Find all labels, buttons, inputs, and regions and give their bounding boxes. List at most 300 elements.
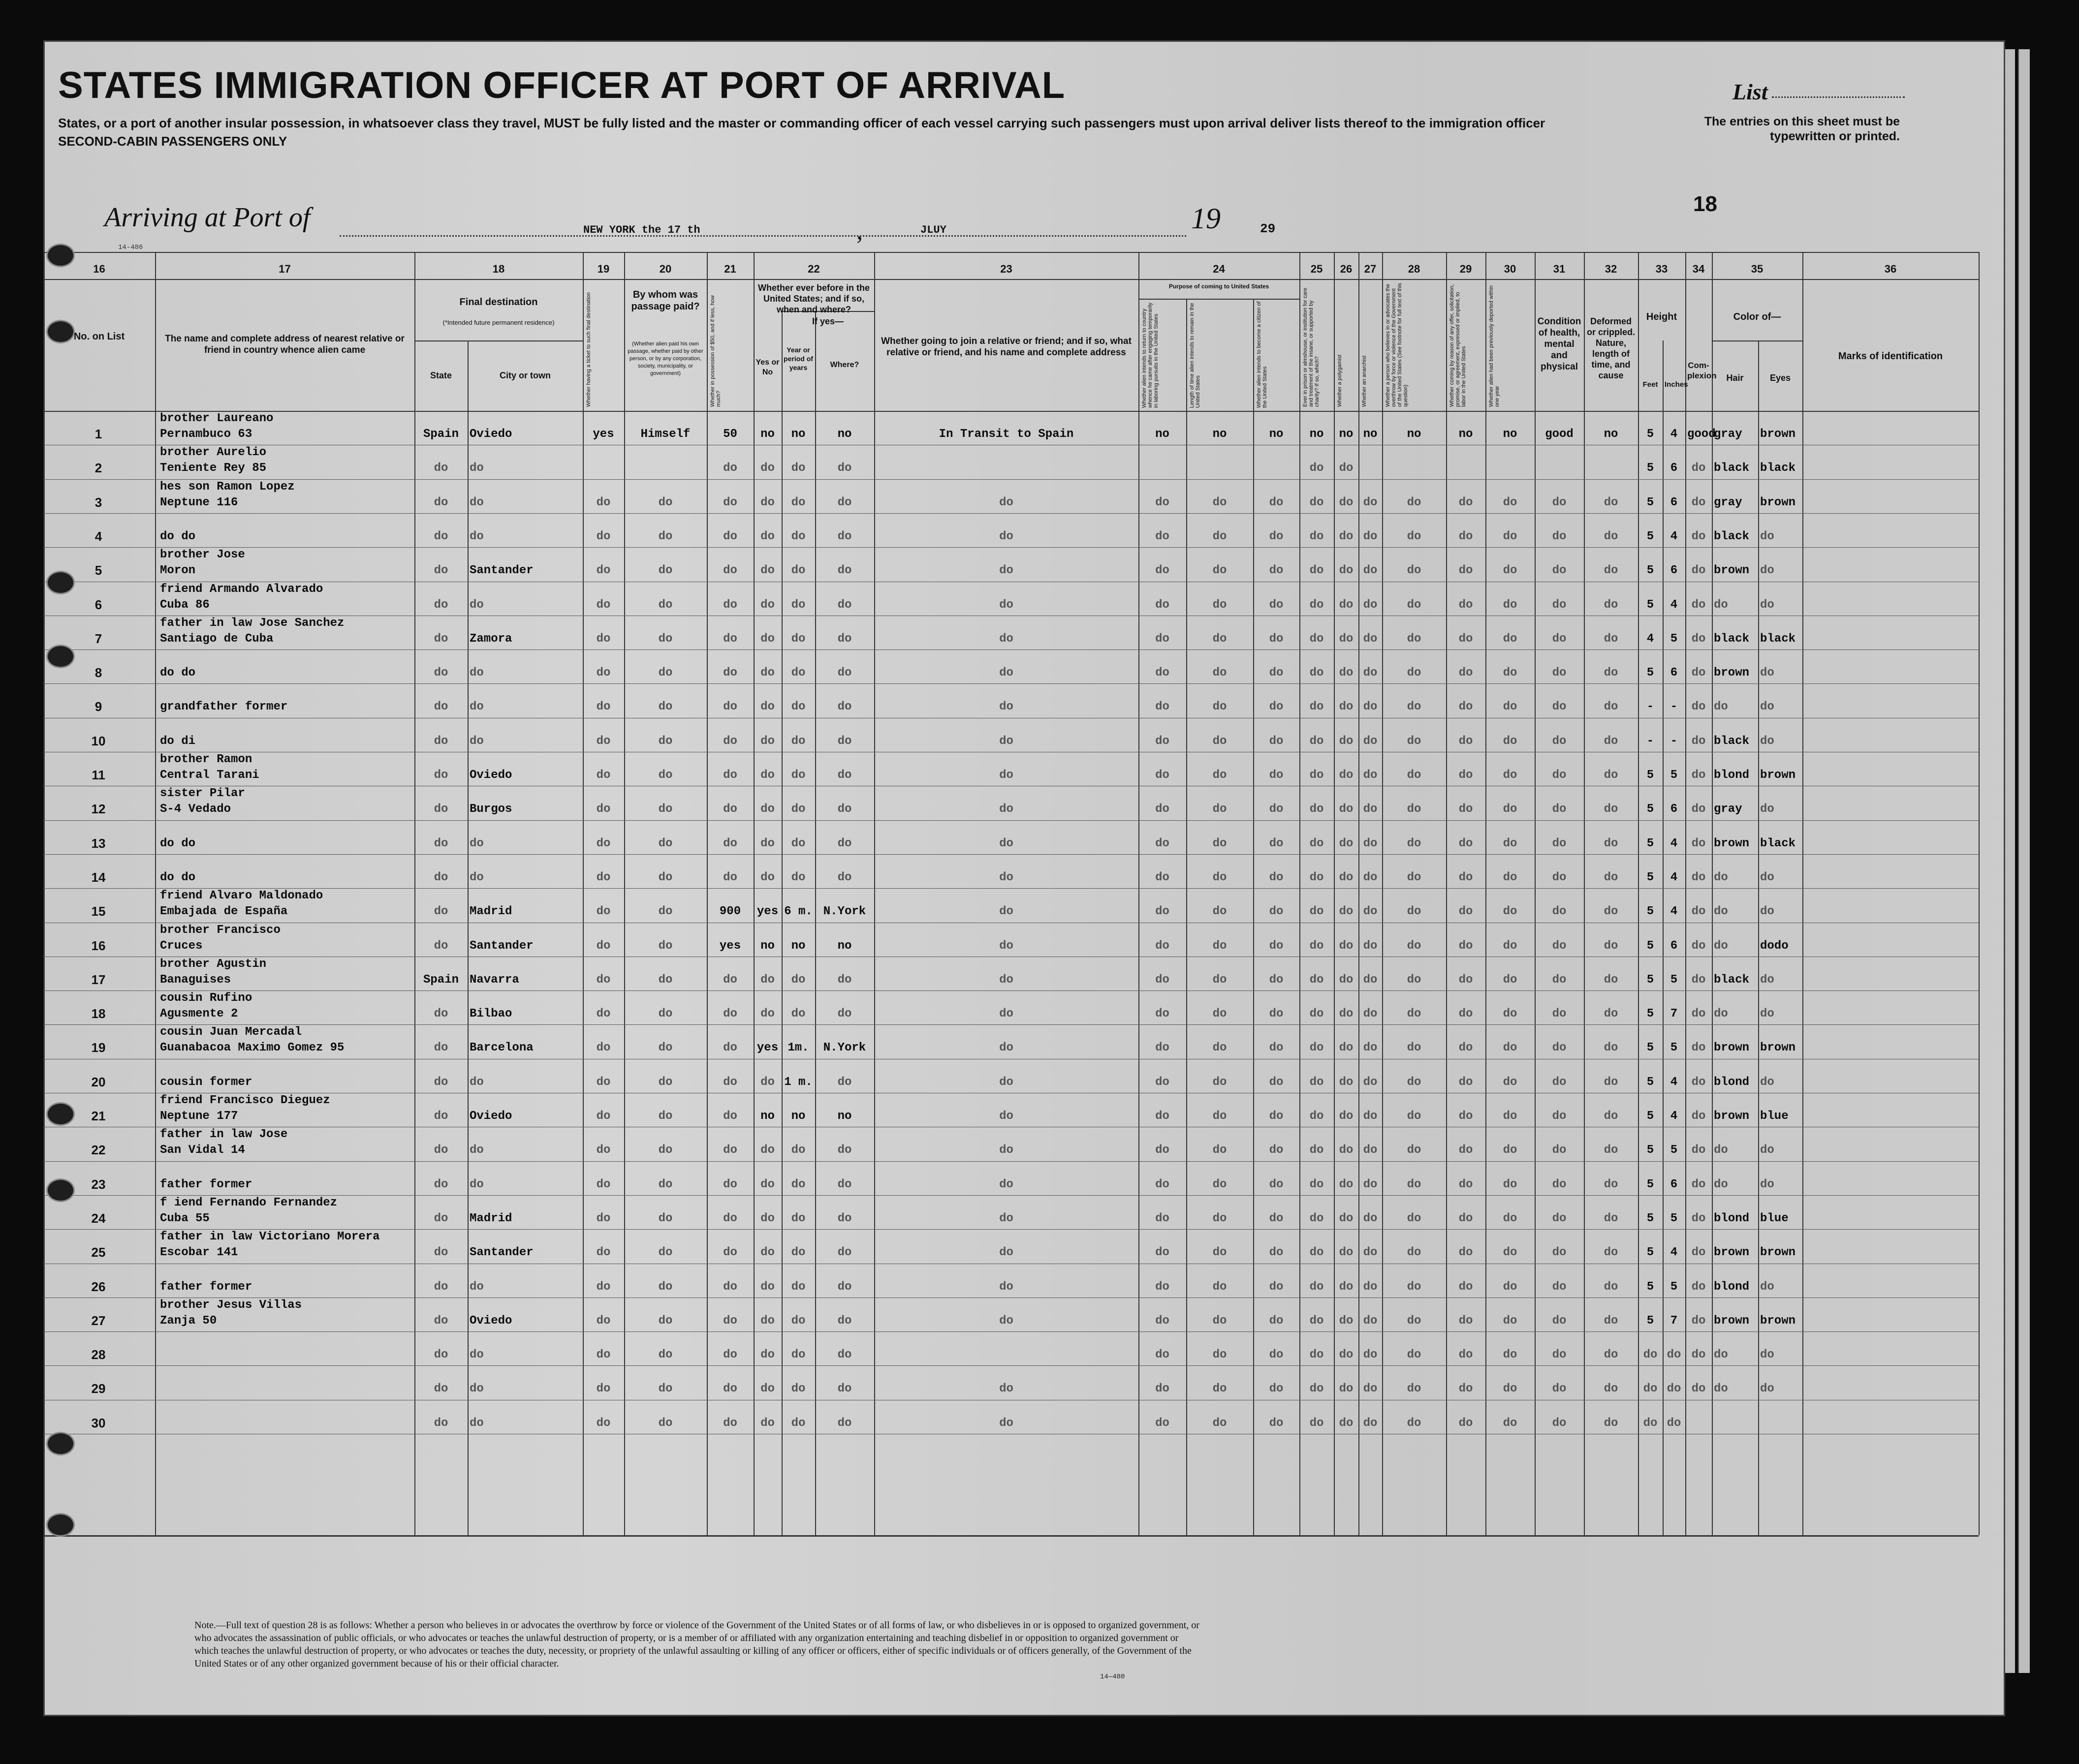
cell-p26: do bbox=[1339, 1416, 1354, 1430]
cell-city: do bbox=[470, 1177, 484, 1191]
cell-eyes: do bbox=[1760, 1348, 1774, 1362]
cell-p26: do bbox=[1339, 700, 1354, 714]
cell-join: do bbox=[999, 1211, 1013, 1225]
cell-state: do bbox=[434, 495, 448, 509]
table-row bbox=[43, 1093, 1979, 1127]
cell-p24c: do bbox=[1269, 870, 1284, 884]
cell-ticket: do bbox=[596, 1348, 611, 1362]
cell-in: 4 bbox=[1670, 870, 1678, 884]
cell-eyes: blue bbox=[1760, 1110, 1789, 1123]
cell-in: 6 bbox=[1670, 495, 1678, 509]
cell-p24a: do bbox=[1155, 1144, 1169, 1157]
cell-p24a: do bbox=[1155, 666, 1169, 680]
cell-city: do bbox=[470, 1144, 484, 1157]
cell-paid: do bbox=[658, 1075, 673, 1089]
cell-period: do bbox=[791, 700, 806, 714]
cell-period: do bbox=[791, 666, 806, 680]
cell-join: do bbox=[999, 803, 1013, 816]
cell-p25: do bbox=[1309, 836, 1324, 850]
cell-paid: do bbox=[658, 1041, 673, 1055]
form-intro: States, or a port of another insular possession, in whatsoever class they travel, MUST be fully listed and the master or commanding officer of each vessel carrying such passengers must upon arrival deliver lists thereof to the immigration officer bbox=[58, 116, 1545, 130]
table-row bbox=[43, 786, 1979, 820]
cell-p24a: do bbox=[1155, 870, 1169, 884]
cell-p24c: do bbox=[1269, 666, 1284, 680]
page-edge bbox=[2018, 49, 2030, 1673]
cell-eyes: brown bbox=[1760, 769, 1796, 782]
cell-hair: brown bbox=[1714, 1246, 1750, 1260]
cell-state: do bbox=[434, 1144, 448, 1157]
cell-money: do bbox=[723, 1075, 737, 1089]
cell-period: do bbox=[791, 632, 806, 646]
relative-address: Agusmente 2 bbox=[160, 1007, 238, 1021]
cell-deformed: do bbox=[1604, 769, 1618, 782]
header-if-yes: If yes— bbox=[812, 316, 844, 326]
cell-hair: gray bbox=[1714, 495, 1742, 509]
cell-p25: do bbox=[1309, 1041, 1324, 1055]
cell-p25: do bbox=[1309, 529, 1324, 543]
cell-p29: do bbox=[1458, 1246, 1473, 1260]
cell-city: Oviedo bbox=[470, 1110, 512, 1123]
cell-paid: do bbox=[658, 632, 673, 646]
cell-p28: do bbox=[1407, 1348, 1421, 1362]
cell-p24a: do bbox=[1155, 803, 1169, 816]
row-number: 21 bbox=[91, 1109, 106, 1123]
cell-p29: do bbox=[1458, 973, 1473, 987]
header-state: State bbox=[430, 371, 452, 380]
header-ticket: Whether having a ticket to such final destination bbox=[586, 292, 592, 407]
cell-in: 6 bbox=[1670, 803, 1678, 816]
cell-before: do bbox=[760, 734, 775, 748]
cell-eyes: black bbox=[1760, 836, 1796, 850]
cell-p24c: do bbox=[1269, 1211, 1284, 1225]
relative-name: cousin Juan Mercadal bbox=[160, 1025, 302, 1039]
cell-ft: 5 bbox=[1646, 1246, 1654, 1260]
cell-p30: do bbox=[1503, 803, 1517, 816]
row-number: 24 bbox=[91, 1210, 106, 1226]
cell-p24b: do bbox=[1212, 939, 1227, 953]
cell-period: do bbox=[791, 870, 806, 884]
header-passage-paid: By whom was passage paid? bbox=[631, 289, 700, 312]
cell-health: do bbox=[1552, 666, 1567, 680]
cell-hair: do bbox=[1714, 1382, 1728, 1396]
relative-address: cousin former bbox=[160, 1075, 252, 1089]
cell-p28: do bbox=[1407, 973, 1421, 987]
header-citizen-intent: Whether alien intends to become a citizen of the United States bbox=[1256, 301, 1268, 408]
cell-p29: do bbox=[1458, 1110, 1473, 1123]
cell-in: 4 bbox=[1670, 598, 1678, 612]
row-number: 2 bbox=[94, 461, 102, 476]
cell-period: no bbox=[791, 428, 806, 441]
cell-join: do bbox=[999, 1041, 1013, 1055]
footer-code: 14—480 bbox=[1100, 1673, 1125, 1681]
cell-deformed: do bbox=[1604, 564, 1618, 578]
cell-p24a: do bbox=[1155, 1075, 1169, 1089]
cell-hair: do bbox=[1714, 1177, 1728, 1191]
cell-p29: do bbox=[1458, 939, 1473, 953]
table-row bbox=[43, 752, 1979, 786]
row-number: 17 bbox=[91, 972, 106, 987]
relative-address: Central Tarani bbox=[160, 769, 259, 782]
header-overthrow: Whether a person who believes in or advocates the overthrow by force or violence of the Government of the United States (See footnote for full text of this question) bbox=[1385, 283, 1409, 407]
cell-eyes: brown bbox=[1760, 1246, 1796, 1260]
table-row bbox=[43, 1298, 1979, 1331]
table-row bbox=[43, 479, 1979, 513]
cell-join: do bbox=[999, 769, 1013, 782]
cell-p24c: do bbox=[1269, 1041, 1284, 1055]
cell-state: do bbox=[434, 666, 448, 680]
cell-ft: 5 bbox=[1646, 462, 1654, 475]
cell-money: do bbox=[723, 1246, 737, 1260]
cell-comp: do bbox=[1691, 1177, 1706, 1191]
row-number: 23 bbox=[91, 1176, 106, 1192]
cell-p30: do bbox=[1503, 734, 1517, 748]
cell-where: do bbox=[837, 803, 852, 816]
cell-deformed: do bbox=[1604, 495, 1618, 509]
cell-period: do bbox=[791, 973, 806, 987]
cell-deformed: do bbox=[1604, 1246, 1618, 1260]
cell-hair: brown bbox=[1714, 1110, 1750, 1123]
table-row bbox=[43, 990, 1979, 1024]
cell-p24b: do bbox=[1212, 1314, 1227, 1328]
table-row bbox=[43, 1365, 1979, 1399]
row-rule bbox=[43, 252, 1979, 253]
cell-p26: do bbox=[1339, 905, 1354, 919]
row-number: 28 bbox=[91, 1347, 106, 1362]
row-number: 26 bbox=[91, 1279, 106, 1294]
cell-state: do bbox=[434, 939, 448, 953]
cell-where: no bbox=[837, 939, 852, 953]
cell-p25: do bbox=[1309, 973, 1324, 987]
cell-in: do bbox=[1667, 1382, 1681, 1396]
cell-city: do bbox=[470, 462, 484, 475]
cell-p29: do bbox=[1458, 1416, 1473, 1430]
table-row bbox=[43, 1331, 1979, 1365]
cell-deformed: do bbox=[1604, 529, 1618, 543]
row-number: 13 bbox=[91, 836, 106, 851]
cell-p25: do bbox=[1309, 1075, 1324, 1089]
cell-state: do bbox=[434, 529, 448, 543]
cell-p27: do bbox=[1363, 529, 1378, 543]
row-number: 27 bbox=[91, 1313, 106, 1328]
column-number-20: 20 bbox=[659, 263, 672, 275]
cell-comp: do bbox=[1691, 632, 1706, 646]
cell-p30: do bbox=[1503, 870, 1517, 884]
cell-p25: do bbox=[1309, 495, 1324, 509]
cell-p24a: do bbox=[1155, 1110, 1169, 1123]
cell-before: do bbox=[760, 700, 775, 714]
cell-p27: do bbox=[1363, 836, 1378, 850]
cell-state: do bbox=[434, 1382, 448, 1396]
cell-p29: do bbox=[1458, 1177, 1473, 1191]
cell-where: do bbox=[837, 700, 852, 714]
table-row bbox=[43, 683, 1979, 717]
cell-deformed: do bbox=[1604, 1382, 1618, 1396]
relative-address: Teniente Rey 85 bbox=[160, 462, 267, 475]
cell-p27: do bbox=[1363, 1075, 1378, 1089]
cell-where: do bbox=[837, 1280, 852, 1294]
cell-state: do bbox=[434, 1280, 448, 1294]
header-polygamist: Whether a polygamist bbox=[1337, 354, 1343, 407]
cell-paid: do bbox=[658, 564, 673, 578]
header-join-relative: Whether going to join a relative or friend; and if so, what relative or friend, and his name and complete address bbox=[881, 336, 1132, 358]
list-number-line bbox=[1772, 96, 1905, 98]
cell-p28: do bbox=[1407, 1041, 1421, 1055]
cell-where: do bbox=[837, 1075, 852, 1089]
header-money: Whether in possession of $50, and if less, how much? bbox=[710, 295, 722, 407]
cell-p27: do bbox=[1363, 1314, 1378, 1328]
cell-p24c: do bbox=[1269, 1348, 1284, 1362]
cell-ft: 5 bbox=[1646, 598, 1654, 612]
relative-name: father in law Jose Sanchez bbox=[160, 616, 345, 630]
cell-period: do bbox=[791, 1382, 806, 1396]
cell-p25: do bbox=[1309, 905, 1324, 919]
cell-hair: do bbox=[1714, 1348, 1728, 1362]
cell-ft: 5 bbox=[1646, 1041, 1654, 1055]
cell-health: do bbox=[1552, 1144, 1567, 1157]
cell-city: Bilbao bbox=[470, 1007, 512, 1021]
cell-before: do bbox=[760, 870, 775, 884]
cell-p27: do bbox=[1363, 1041, 1378, 1055]
cell-p26: do bbox=[1339, 870, 1354, 884]
cell-money: do bbox=[723, 495, 737, 509]
cell-p29: do bbox=[1458, 632, 1473, 646]
cell-p24c: do bbox=[1269, 1382, 1284, 1396]
cell-p30: do bbox=[1503, 632, 1517, 646]
cell-where: do bbox=[837, 1348, 852, 1362]
cell-period: 6 m. bbox=[784, 905, 813, 919]
cell-p28: do bbox=[1407, 1110, 1421, 1123]
cell-where: do bbox=[837, 666, 852, 680]
cell-before: do bbox=[760, 632, 775, 646]
binder-hole bbox=[46, 244, 75, 267]
cell-before: do bbox=[760, 1177, 775, 1191]
cell-eyes: do bbox=[1760, 529, 1774, 543]
cell-p25: do bbox=[1309, 1280, 1324, 1294]
cell-p24a: do bbox=[1155, 1416, 1169, 1430]
cell-health: do bbox=[1552, 1007, 1567, 1021]
cell-ticket: do bbox=[596, 529, 611, 543]
table-row bbox=[43, 616, 1979, 650]
cell-money: do bbox=[723, 666, 737, 680]
table-row bbox=[43, 582, 1979, 616]
row-rule bbox=[1712, 340, 1802, 341]
cell-p30: do bbox=[1503, 836, 1517, 850]
cell-comp: do bbox=[1691, 870, 1706, 884]
cell-p27: do bbox=[1363, 803, 1378, 816]
cell-where: do bbox=[837, 1211, 852, 1225]
cell-p28: do bbox=[1407, 769, 1421, 782]
cell-state: do bbox=[434, 1314, 448, 1328]
table-row bbox=[43, 1127, 1979, 1161]
cell-paid: do bbox=[658, 973, 673, 987]
header-passage-paid-note: (Whether alien paid his own passage, whether paid by other person, or by any corporation, society, municipality, or government) bbox=[628, 341, 703, 376]
port-value: NEW YORK the 17 th bbox=[583, 224, 700, 236]
cell-p24c: do bbox=[1269, 905, 1284, 919]
cell-p26: do bbox=[1339, 1280, 1354, 1294]
cell-ticket: do bbox=[596, 1007, 611, 1021]
binder-hole bbox=[46, 571, 75, 594]
cell-join: do bbox=[999, 700, 1013, 714]
cell-p27: do bbox=[1363, 564, 1378, 578]
cell-before: do bbox=[760, 1382, 775, 1396]
relative-name: brother Aurelio bbox=[160, 446, 267, 460]
cell-in: do bbox=[1667, 1348, 1681, 1362]
cell-city: do bbox=[470, 1075, 484, 1089]
cell-period: do bbox=[791, 1007, 806, 1021]
cell-before: no bbox=[760, 939, 775, 953]
cell-city: do bbox=[470, 1348, 484, 1362]
cell-p24b: do bbox=[1212, 1110, 1227, 1123]
cell-in: 5 bbox=[1670, 769, 1678, 782]
cell-p29: do bbox=[1458, 1348, 1473, 1362]
cell-p24a: do bbox=[1155, 1007, 1169, 1021]
row-rule bbox=[43, 279, 1979, 280]
cell-p26: do bbox=[1339, 1211, 1354, 1225]
cell-health: do bbox=[1552, 1280, 1567, 1294]
cell-p29: do bbox=[1458, 564, 1473, 578]
header-height: Height bbox=[1646, 311, 1677, 322]
cell-ft: do bbox=[1643, 1416, 1658, 1430]
row-number: 9 bbox=[94, 699, 102, 714]
cell-eyes: do bbox=[1760, 905, 1774, 919]
cell-deformed: do bbox=[1604, 1144, 1618, 1157]
cell-money: do bbox=[723, 1348, 737, 1362]
cell-period: 1m. bbox=[788, 1041, 809, 1055]
cell-period: do bbox=[791, 836, 806, 850]
cell-ticket: do bbox=[596, 1041, 611, 1055]
cell-hair: blond bbox=[1714, 1211, 1750, 1225]
cell-state: do bbox=[434, 1211, 448, 1225]
cell-p27: do bbox=[1363, 1110, 1378, 1123]
cell-deformed: do bbox=[1604, 700, 1618, 714]
cell-state: do bbox=[434, 769, 448, 782]
cell-money: do bbox=[723, 1177, 737, 1191]
table-row bbox=[43, 513, 1979, 547]
cell-hair: blond bbox=[1714, 769, 1750, 782]
cell-before: do bbox=[760, 803, 775, 816]
cell-in: 6 bbox=[1670, 1177, 1678, 1191]
cell-in: 4 bbox=[1670, 1110, 1678, 1123]
cell-p24a: do bbox=[1155, 598, 1169, 612]
cell-p27: do bbox=[1363, 598, 1378, 612]
cell-p24c: do bbox=[1269, 973, 1284, 987]
cell-city: do bbox=[470, 1416, 484, 1430]
header-period: Year or period of years bbox=[784, 346, 813, 371]
relative-address: Cuba 55 bbox=[160, 1211, 210, 1225]
cell-city: do bbox=[470, 836, 484, 850]
cell-in: 4 bbox=[1670, 529, 1678, 543]
table-row bbox=[43, 1195, 1979, 1229]
cell-health: do bbox=[1552, 598, 1567, 612]
relative-address: Embajada de España bbox=[160, 905, 288, 919]
cell-hair: brown bbox=[1714, 1314, 1750, 1328]
cell-eyes: do bbox=[1760, 564, 1774, 578]
cell-p24b: do bbox=[1212, 1007, 1227, 1021]
cell-p25: do bbox=[1309, 1177, 1324, 1191]
cell-state: do bbox=[434, 564, 448, 578]
binder-hole bbox=[46, 1513, 75, 1537]
cell-p28: do bbox=[1407, 734, 1421, 748]
binder-hole bbox=[46, 1178, 75, 1202]
relative-address: Guanabacoa Maximo Gomez 95 bbox=[160, 1041, 345, 1055]
relative-name: father in law Victoriano Morera bbox=[160, 1230, 380, 1244]
year-suffix: 29 bbox=[1260, 221, 1276, 236]
cell-state: do bbox=[434, 803, 448, 816]
cell-health: do bbox=[1552, 1246, 1567, 1260]
header-eyes: Eyes bbox=[1769, 373, 1791, 383]
row-number: 3 bbox=[94, 495, 102, 510]
cell-p24b: do bbox=[1212, 905, 1227, 919]
cell-p25: do bbox=[1309, 734, 1324, 748]
cell-period: do bbox=[791, 462, 806, 475]
cell-money: do bbox=[723, 1416, 737, 1430]
cell-p30: do bbox=[1503, 1416, 1517, 1430]
cell-city: Santander bbox=[470, 564, 534, 578]
cell-p26: do bbox=[1339, 803, 1354, 816]
cell-p24c: do bbox=[1269, 700, 1284, 714]
cell-deformed: do bbox=[1604, 905, 1618, 919]
cell-p25: do bbox=[1309, 462, 1324, 475]
cell-comp: do bbox=[1691, 939, 1706, 953]
cell-before: yes bbox=[756, 1041, 779, 1055]
cell-state: do bbox=[434, 1246, 448, 1260]
cell-health: do bbox=[1552, 870, 1567, 884]
cell-p25: do bbox=[1309, 803, 1324, 816]
cell-paid: do bbox=[658, 1007, 673, 1021]
cell-money: do bbox=[723, 836, 737, 850]
cell-comp: do bbox=[1691, 769, 1706, 782]
cell-city: do bbox=[470, 598, 484, 612]
cell-p24a: do bbox=[1155, 905, 1169, 919]
cell-in: 5 bbox=[1670, 1280, 1678, 1294]
cell-p30: do bbox=[1503, 1144, 1517, 1157]
header-labor-offer: Whether coming by reason of any offer, solicitation, promise, or agreement, expressed or implied, to labor in the United States bbox=[1449, 284, 1467, 407]
relative-address: Neptune 116 bbox=[160, 495, 238, 509]
header-deformed: Deformed or crippled. Nature, length of time, and cause bbox=[1586, 316, 1635, 380]
relative-address: do di bbox=[160, 734, 196, 748]
cell-p29: do bbox=[1458, 836, 1473, 850]
cell-money: do bbox=[723, 803, 737, 816]
cell-eyes: do bbox=[1760, 598, 1774, 612]
cell-money: do bbox=[723, 1382, 737, 1396]
cell-p28: do bbox=[1407, 495, 1421, 509]
cell-ft: 5 bbox=[1646, 529, 1654, 543]
cell-in: 4 bbox=[1670, 836, 1678, 850]
cell-city: do bbox=[470, 529, 484, 543]
cell-p24b: do bbox=[1212, 1041, 1227, 1055]
cell-period: do bbox=[791, 734, 806, 748]
cell-health: do bbox=[1552, 632, 1567, 646]
relative-name: friend Francisco Dieguez bbox=[160, 1094, 330, 1107]
cell-hair: do bbox=[1714, 1007, 1728, 1021]
cell-p29: do bbox=[1458, 598, 1473, 612]
cell-city: Navarra bbox=[470, 973, 519, 987]
cell-deformed: do bbox=[1604, 870, 1618, 884]
cell-p26: do bbox=[1339, 1007, 1354, 1021]
row-number: 16 bbox=[91, 938, 106, 953]
cell-eyes: do bbox=[1760, 666, 1774, 680]
cell-health: do bbox=[1552, 1382, 1567, 1396]
cell-p24c: do bbox=[1269, 1314, 1284, 1328]
cell-ft: 5 bbox=[1646, 905, 1654, 919]
cell-period: do bbox=[791, 769, 806, 782]
cell-money: do bbox=[723, 1314, 737, 1328]
cell-p27: do bbox=[1363, 769, 1378, 782]
cell-hair: do bbox=[1714, 870, 1728, 884]
cell-p26: do bbox=[1339, 462, 1354, 475]
year-prefix: 19 bbox=[1191, 202, 1221, 235]
cell-comp: do bbox=[1691, 973, 1706, 987]
